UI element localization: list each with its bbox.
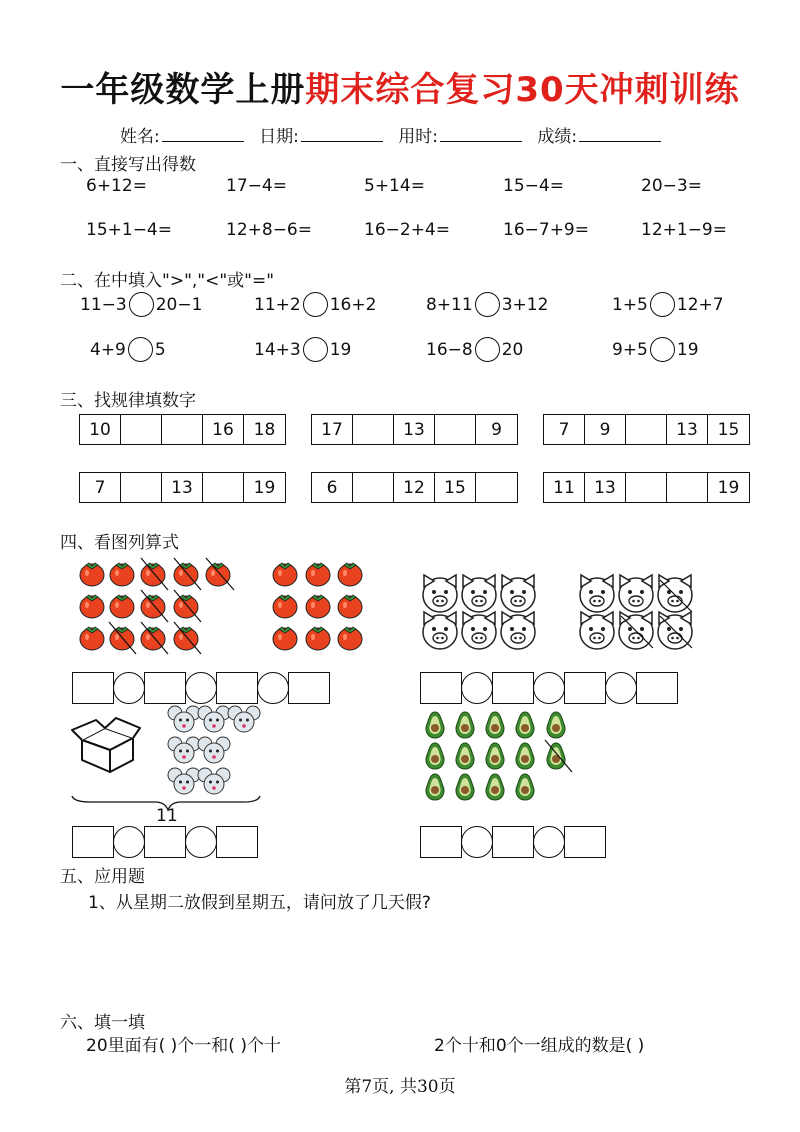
sequence-cell: 19 — [253, 477, 276, 498]
tomato-icon — [273, 563, 297, 586]
tomato-group-left — [80, 558, 234, 654]
calc-item: 15−4= — [503, 176, 564, 196]
tomato-icon — [338, 627, 362, 650]
name-label: 姓名: — [120, 127, 160, 147]
compare-left: 9+5 — [612, 339, 648, 360]
sequence-cell: 7 — [80, 473, 121, 502]
tomato-icon — [80, 627, 104, 650]
avocado-icon — [516, 712, 534, 738]
compare-left: 8+11 — [426, 294, 473, 315]
tomato-group-right — [273, 563, 362, 650]
operator-circle[interactable] — [113, 826, 145, 858]
equation-row — [72, 672, 330, 704]
sequence-cell: 19 — [717, 477, 740, 498]
calc-item: 15+1−4= — [86, 220, 172, 240]
answer-box[interactable] — [492, 826, 534, 858]
pig-icon — [462, 575, 496, 612]
page-number: 第7页, 共30页 — [344, 1077, 456, 1097]
mouse-icon — [198, 706, 230, 732]
sequence-cell: 7 — [544, 415, 585, 444]
date-label: 日期: — [259, 127, 299, 147]
avocado-icon — [456, 743, 474, 769]
sequence-cell: 15 — [435, 473, 476, 502]
pig-icon — [501, 612, 535, 649]
compare-left: 4+9 — [90, 339, 126, 360]
section-2-heading: 二、在中填入">","<"或"=" — [60, 271, 275, 291]
avocado-icon — [456, 712, 474, 738]
operator-circle[interactable] — [185, 826, 217, 858]
sequence-cell: 9 — [491, 419, 502, 440]
tomato-icon — [206, 563, 230, 586]
tomato-icon — [273, 627, 297, 650]
pig-icon — [462, 612, 496, 649]
calc-item: 20−3= — [641, 176, 702, 196]
compare-left: 11+2 — [254, 294, 301, 315]
operator-circle[interactable] — [605, 672, 637, 704]
pig-icon — [619, 575, 653, 612]
answer-box[interactable] — [564, 672, 606, 704]
operator-circle[interactable] — [257, 672, 289, 704]
answer-box[interactable] — [420, 826, 462, 858]
mouse-icon — [228, 706, 260, 732]
answer-box[interactable] — [492, 672, 534, 704]
answer-box[interactable] — [72, 672, 114, 704]
calc-item: 6+12= — [86, 176, 147, 196]
sequence-cell: 10 — [80, 415, 121, 444]
title-part-red: 期末综合复习30天冲刺训练 — [305, 70, 740, 110]
mouse-icon — [168, 706, 200, 732]
answer-box[interactable] — [636, 672, 678, 704]
pig-icon — [580, 575, 614, 612]
avocado-icon — [426, 743, 444, 769]
compare-left: 1+5 — [612, 294, 648, 315]
compare-right: 20 — [501, 339, 524, 360]
tomato-icon — [273, 595, 297, 618]
compare-right: 12+7 — [676, 294, 724, 315]
sequence-cell: 11 — [544, 473, 585, 502]
answer-box[interactable] — [288, 672, 330, 704]
sequence-cell: 12 — [394, 473, 435, 502]
sequence-cell: 17 — [312, 415, 353, 444]
avocado-icon — [547, 712, 565, 738]
answer-box[interactable] — [144, 826, 186, 858]
section-5-heading: 五、应用题 — [60, 867, 145, 887]
box-icon — [72, 718, 140, 772]
pig-icon — [423, 575, 457, 612]
tomato-icon — [110, 595, 134, 618]
equation-row — [420, 672, 678, 704]
tomato-icon — [306, 563, 330, 586]
title-part-black: 一年级数学上册 — [60, 70, 306, 110]
tomato-icon — [80, 595, 104, 618]
compare-right: 16+2 — [329, 294, 377, 315]
avocado-group — [426, 712, 572, 800]
answer-box[interactable] — [144, 672, 186, 704]
answer-box[interactable] — [564, 826, 606, 858]
answer-box[interactable] — [216, 672, 258, 704]
compare-right: 19 — [329, 339, 352, 360]
equation-row — [72, 826, 258, 858]
compare-left: 14+3 — [254, 339, 301, 360]
sequence-cell: 6 — [312, 473, 353, 502]
answer-box[interactable] — [72, 826, 114, 858]
tomato-icon — [80, 563, 104, 586]
answer-box[interactable] — [420, 672, 462, 704]
sequence-cell: 9 — [585, 415, 626, 444]
mouse-icon — [198, 737, 230, 763]
avocado-icon — [516, 774, 534, 800]
pig-group-left — [423, 575, 535, 649]
operator-circle[interactable] — [185, 672, 217, 704]
avocado-icon — [456, 774, 474, 800]
mouse-icon — [168, 737, 200, 763]
time-label: 用时: — [398, 127, 439, 147]
section-4-heading: 四、看图列算式 — [60, 533, 179, 553]
mouse-group — [168, 706, 260, 794]
pig-group-right — [580, 575, 692, 649]
compare-right: 19 — [676, 339, 699, 360]
sequence-cell: 16 — [203, 415, 244, 444]
calc-item: 5+14= — [364, 176, 425, 196]
tomato-icon — [306, 595, 330, 618]
section-6-heading: 六、填一填 — [60, 1013, 145, 1033]
tomato-icon — [110, 563, 134, 586]
avocado-icon — [426, 712, 444, 738]
sequence-cell: 13 — [667, 415, 708, 444]
sequence-cell: 13 — [394, 415, 435, 444]
operator-circle[interactable] — [461, 826, 493, 858]
sequence-cell: 15 — [717, 419, 740, 440]
tomato-icon — [338, 595, 362, 618]
score-label: 成绩: — [537, 127, 578, 147]
avocado-icon — [426, 774, 444, 800]
compare-left: 11−3 — [80, 294, 127, 315]
avocado-icon — [486, 712, 504, 738]
section-1-heading: 一、直接写出得数 — [60, 155, 196, 175]
word-problem: 1、从星期二放假到星期五，请问放了几天假? — [88, 893, 431, 913]
equation-row — [420, 826, 606, 858]
tomato-icon — [338, 563, 362, 586]
pig-icon — [501, 575, 535, 612]
pig-icon — [580, 612, 614, 649]
operator-circle[interactable] — [461, 672, 493, 704]
compare-right: 3+12 — [501, 294, 549, 315]
fill-question: 20里面有( )个一和( )个十 — [86, 1036, 281, 1056]
operator-circle[interactable] — [533, 672, 565, 704]
tomato-icon — [306, 627, 330, 650]
calc-item: 12+8−6= — [226, 220, 312, 240]
mouse-icon — [198, 768, 230, 794]
brace-total-label: 11 — [156, 806, 178, 826]
fill-question: 2个十和0个一组成的数是( ) — [434, 1036, 645, 1056]
calc-item: 17−4= — [226, 176, 287, 196]
mouse-icon — [168, 768, 200, 794]
sequence-cell: 13 — [585, 473, 626, 502]
operator-circle[interactable] — [533, 826, 565, 858]
avocado-icon — [486, 743, 504, 769]
pig-icon — [423, 612, 457, 649]
avocado-icon — [486, 774, 504, 800]
answer-box[interactable] — [216, 826, 258, 858]
compare-right: 20−1 — [155, 294, 203, 315]
calc-item: 16−7+9= — [503, 220, 589, 240]
sequence-cell: 18 — [253, 419, 276, 440]
compare-left: 16−8 — [426, 339, 473, 360]
avocado-icon — [547, 743, 565, 769]
section-3-heading: 三、找规律填数字 — [60, 391, 196, 411]
compare-right: 5 — [154, 339, 166, 360]
avocado-icon — [516, 743, 534, 769]
operator-circle[interactable] — [113, 672, 145, 704]
calc-item: 16−2+4= — [364, 220, 450, 240]
calc-item: 12+1−9= — [641, 220, 727, 240]
sequence-cell: 13 — [162, 473, 203, 502]
